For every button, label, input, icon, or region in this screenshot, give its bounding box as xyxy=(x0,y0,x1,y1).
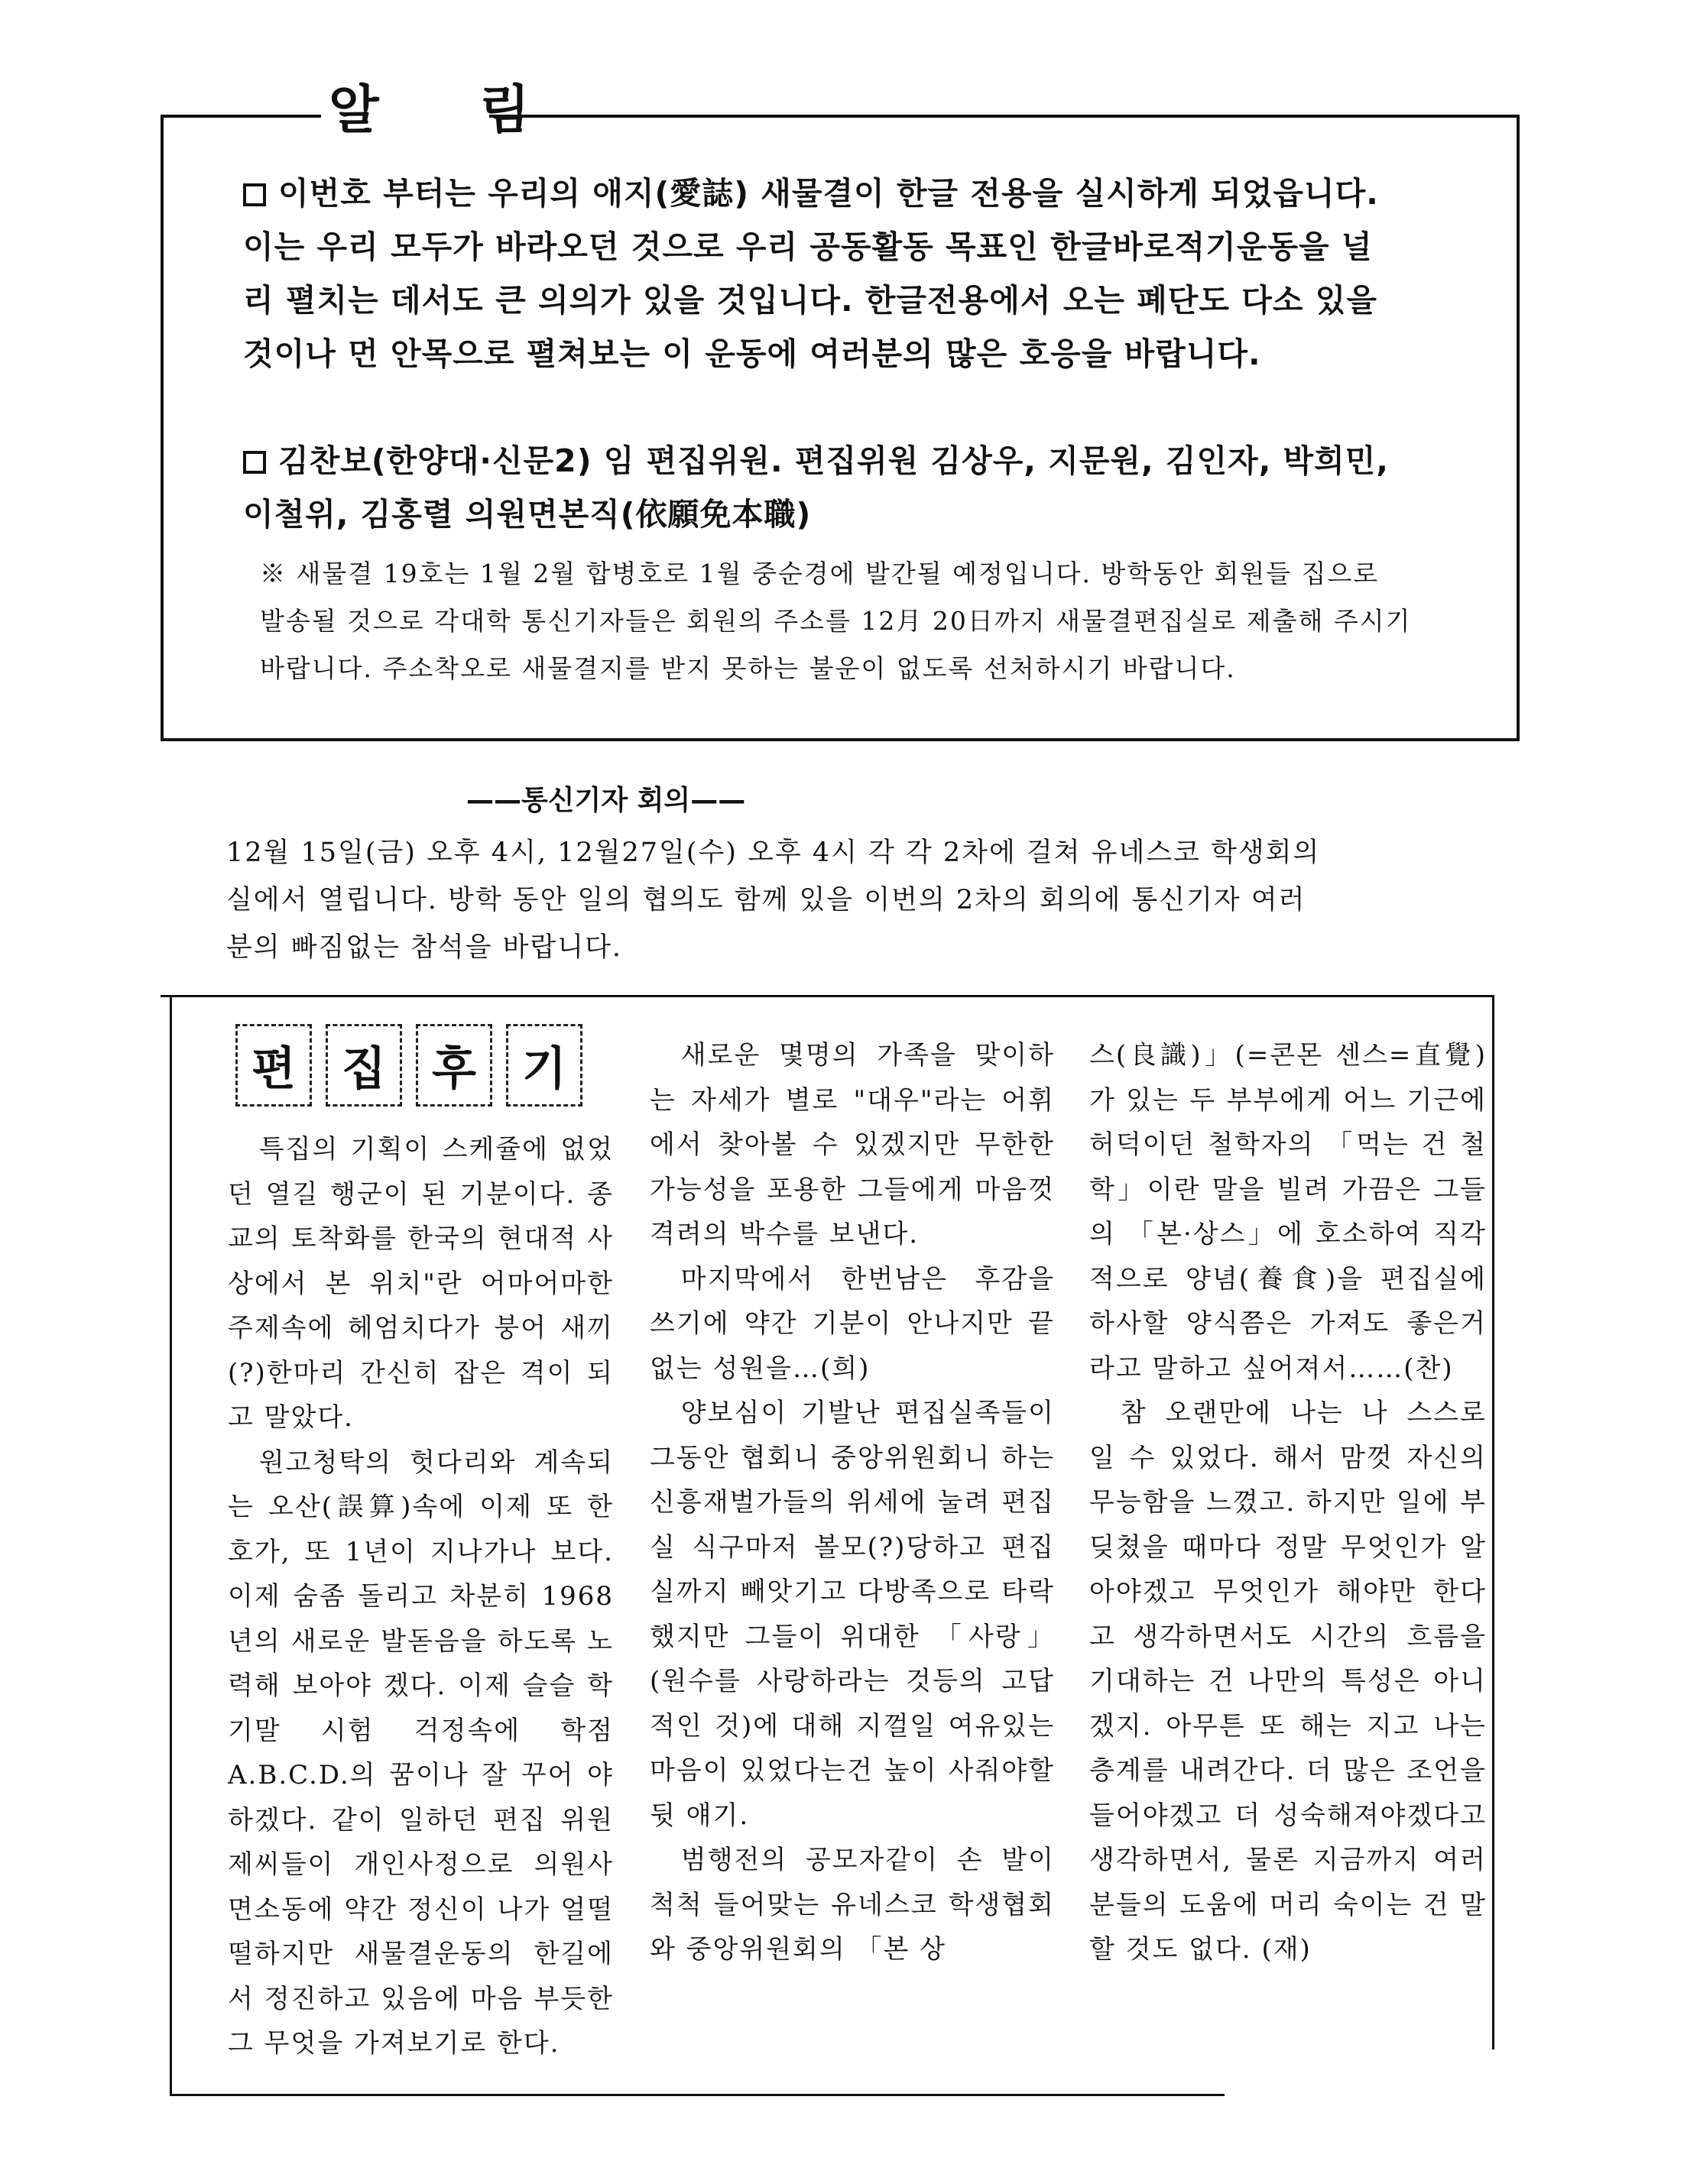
meeting-line: 실에서 열립니다. 방학 동안 일의 협의도 함께 있을 이번의 2차의 회의에 통신기자 여러 xyxy=(226,885,1306,915)
notice-item-hangul-only xyxy=(243,167,1390,381)
postscript-paragraph: 범행전의 공모자같이 손 발이 척척 들어맞는 유네스코 학생협회와 중앙위원회의 「본 상 xyxy=(650,1845,1055,1965)
postscript-paragraph: 스(良識)」(=콘몬 센스=直覺)가 있는 두 부부에게 어느 기근에 허덕이던 철학자의 「먹는 건 철학」이란 말을 빌려 가끔은 그들의 「본·상스」에 호소하여 직각적으로 양념(養食)을 편집실에 하사할 양식쯤은 가져도 좋은거라고 말하고 싶어져서……(찬) xyxy=(1089,1040,1487,1384)
postscript-paragraph: 새로운 몇명의 가족을 맞이하는 자세가 별로 "대우"라는 어휘에서 찾아볼 수 있겠지만 무한한 가능성을 포용한 그들에게 마음껏 격려의 박수를 보낸다. xyxy=(650,1040,1055,1249)
postscript-paragraph: 특집의 기획이 스케쥴에 없었던 열길 행군이 된 기분이다. 종교의 토착화를 한국의 현대적 사상에서 본 위치"란 어마어마한 주제속에 헤엄치다가 붕어 새끼(?)한마리 간신히 잡은 격이 되고 말았다. xyxy=(228,1134,614,1433)
postscript-column-1 xyxy=(228,1127,614,2066)
postscript-right-rule xyxy=(1492,995,1494,2050)
notice-item-staff-change-text: 김찬보(한양대·신문2) 임 편집위원. 편집위원 김상우, 지문원, 김인자, 박희민, 이철위, 김홍렬 의원면본직(依願免本職) xyxy=(243,442,1389,533)
notice-box-top-rule-left xyxy=(161,115,321,118)
notice-item-hangul-only-text: 이번호 부터는 우리의 애지(愛誌) 새물결이 한글 전용을 실시하게 되었읍니다. 이는 우리 모두가 바라오던 것으로 우리 공동활동 목표인 한글바로적기운동을 널리 펼치는 데서도 큰 의의가 있을 것입니다. 한글전용에서 오는 폐단도 다소 있을 것이나 먼 안목으로 펼쳐보는 이 운동에 여러분의 많은 호응을 바랍니다. xyxy=(243,175,1379,372)
postscript-heading-char: 후 xyxy=(416,1024,492,1107)
postscript-heading xyxy=(235,1024,587,1114)
postscript-heading-char: 편 xyxy=(235,1024,312,1107)
meeting-title: ——통신기자 회의—— xyxy=(466,785,746,816)
postscript-paragraph: 마지막에서 한번남은 후감을 쓰기에 약간 기분이 안나지만 끝없는 성원을…(희) xyxy=(650,1263,1055,1384)
meeting-line: 12월 15일(금) 오후 4시, 12월27일(수) 오후 4시 각 각 2차에 걸쳐 유네스코 학생회의 xyxy=(226,838,1321,868)
postscript-bottom-rule xyxy=(170,2094,1225,2096)
postscript-heading-char: 집 xyxy=(326,1024,402,1107)
postscript-left-rule xyxy=(170,995,172,2094)
postscript-column-3 xyxy=(1089,1033,1487,1972)
notice-item-staff-change xyxy=(243,434,1405,541)
postscript-paragraph: 양보심이 기발난 편집실족들이 그동안 협회니 중앙위원회니 하는 신흥재벌가들의 위세에 눌려 편집실 식구마저 볼모(?)당하고 편집실까지 빼앗기고 다방족으로 타락했지만 그들이 위대한 「사랑」(원수를 사랑하라는 것등의 고답적인 것)에 대해 지껄일 여유있는 마음이 있었다는건 높이 사줘야할 뒷 얘기. xyxy=(650,1398,1055,1831)
postscript-heading-char: 기 xyxy=(506,1024,582,1107)
notice-title: 알 림 xyxy=(329,80,572,141)
postscript-column-2 xyxy=(650,1033,1055,1972)
meeting-line: 분의 빠짐없는 참석을 바랍니다. xyxy=(226,932,623,963)
checkbox-icon xyxy=(243,183,266,206)
notice-footnote: ※ 새물결 19호는 1월 2월 합병호로 1월 중순경에 발간될 예정입니다. 방학동안 회원들 집으로 발송될 것으로 각대학 통신기자들은 회원의 주소를 12月 20日까지 새물결편집실로 제출해 주시기 바랍니다. 주소착오로 새물결지를 받지 못하는 불운이 없도록 선처하시기 바랍니다. xyxy=(260,559,1412,683)
postscript-paragraph: 참 오랜만에 나는 나 스스로 일 수 있었다. 해서 맘껏 자신의 무능함을 느꼈고. 하지만 일에 부딪쳤을 때마다 정말 무엇인가 알아야겠고 무엇인가 해야만 한다고 생각하면서도 시간의 흐름을 기대하는 건 나만의 특성은 아니겠지. 아무튼 또 해는 지고 나는 층계를 내려간다. 더 많은 조언을 들어야겠고 더 성숙해져야겠다고 생각하면서, 물론 지금까지 여러분들의 도움에 머리 숙이는 건 말할 것도 없다. (재) xyxy=(1089,1398,1487,1965)
checkbox-icon xyxy=(243,451,266,474)
meeting-body xyxy=(226,829,1419,971)
notice-box-top-rule-right xyxy=(489,115,1520,118)
postscript-paragraph: 원고청탁의 헛다리와 계속되는 오산(誤算)속에 이제 또 한 호가, 또 1년이 지나가나 보다. 이제 숨좀 돌리고 차분히 1968년의 새로운 발돋음을 하도록 노력해 보아야 겠다. 이제 슬슬 학기말 시험 걱정속에 학점 A.B.C.D.의 꿈이나 잘 꾸어 야 하겠다. 같이 일하던 편집 위원 제씨들이 개인사정으로 의원사면소동에 약간 정신이 나가 얼떨떨하지만 새물결운동의 한길에서 정진하고 있음에 마음 부듯한 그 무엇을 가져보기로 한다. xyxy=(228,1447,614,2059)
postscript-top-rule xyxy=(161,995,1492,997)
